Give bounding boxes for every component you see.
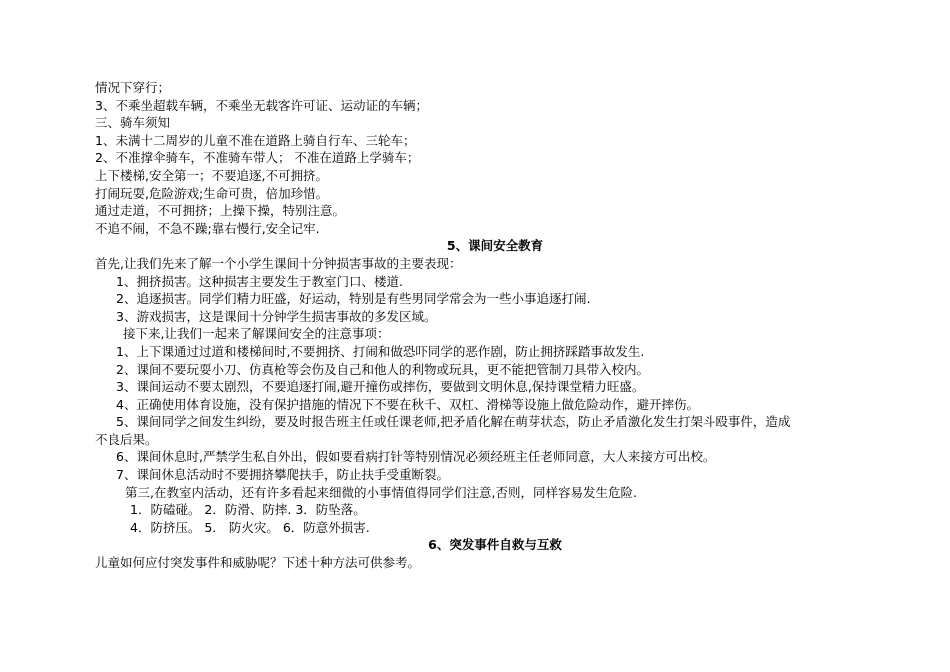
list-item: 1．防磕碰。 2．防滑、防摔. 3．防坠落。 [130, 502, 366, 518]
list-item: 4、正确使用体育设施，没有保护措施的情况下不要在秋千、双杠、滑梯等设施上做危险动作，避开摔伤。 [116, 396, 699, 412]
list-item: 7、课间休息活动时不要拥挤攀爬扶手，防止扶手受重断裂。 [116, 467, 449, 483]
section-subheading: 三、骑车须知 [95, 115, 171, 131]
list-item: 4．防挤压。 5． 防火灾。 6．防意外损害. [130, 519, 370, 535]
list-item: 1、上下课通过过道和楼梯间时,不要拥挤、打闹和做恐吓同学的恶作剧，防止拥挤踩踏事故发生. [116, 343, 645, 359]
text-line: 2、不准撑伞骑车，不准骑车带人； 不准在道路上学骑车； [95, 150, 420, 166]
text-line: 首先,让我们先来了解一个小学生课间十分钟损害事故的主要表现： [95, 255, 462, 271]
text-line: 1、未满十二周岁的儿童不准在道路上骑自行车、三轮车； [95, 132, 416, 148]
text-line: 儿童如何应付突发事件和威胁呢？下述十种方法可供参考。 [95, 555, 421, 571]
text-line: 第三,在教室内活动，还有许多看起来细微的小事情值得同学们注意,否则，同样容易发生危险. [125, 484, 637, 500]
list-item: 2、追逐损害。同学们精力旺盛，好运动，特别是有些男同学常会为一些小事追逐打闹. [116, 291, 591, 307]
text-line: 3、不乘坐超载车辆，不乘坐无载客许可证、运动证的车辆； [95, 97, 428, 113]
text-line: 上下楼梯,安全第一；不要追逐,不可拥挤。 [95, 167, 328, 183]
section-heading: 5、课间安全教育 [446, 238, 544, 254]
document-page [95, 79, 875, 572]
list-item: 5、课间同学之间发生纠纷，要及时报告班主任或任课老师,把矛盾化解在萌芽状态，防止矛盾激化发生打架斗殴事件，造成 [116, 414, 791, 430]
list-item: 6、课间休息时,严禁学生私自外出，假如要看病打针等特别情况必须经班主任老师同意，大人来接方可出校。 [116, 449, 716, 465]
text-line: 不追不闹，不急不躁;靠右慢行,安全记牢. [95, 220, 320, 236]
text-line: 情况下穿行； [95, 80, 171, 95]
text-line: 通过走道，不可拥挤；上操下操，特别注意。 [95, 203, 346, 219]
text-line: 不良后果。 [95, 431, 158, 447]
list-item: 2、课间不要玩耍小刀、仿真枪等会伤及自己和他人的利物或玩具，更不能把管制刀具带入校内。 [116, 361, 649, 377]
list-item: 3、游戏损害，这是课间十分钟学生损害事故的多发区域。 [116, 308, 437, 324]
section-heading: 6、突发事件自救与互救 [428, 537, 562, 553]
text-line: 接下来,让我们一起来了解课间安全的注意事项： [123, 326, 390, 342]
list-item: 1、拥挤损害。这种损害主要发生于教室门口、楼道. [116, 273, 403, 289]
text-line: 打闹玩耍,危险游戏;生命可贵，倍加珍惜。 [95, 185, 329, 201]
list-item: 3、课间运动不要太剧烈，不要追逐打闹,避开撞伤或摔伤，要做到文明休息,保持课堂精力旺盛。 [116, 379, 645, 395]
